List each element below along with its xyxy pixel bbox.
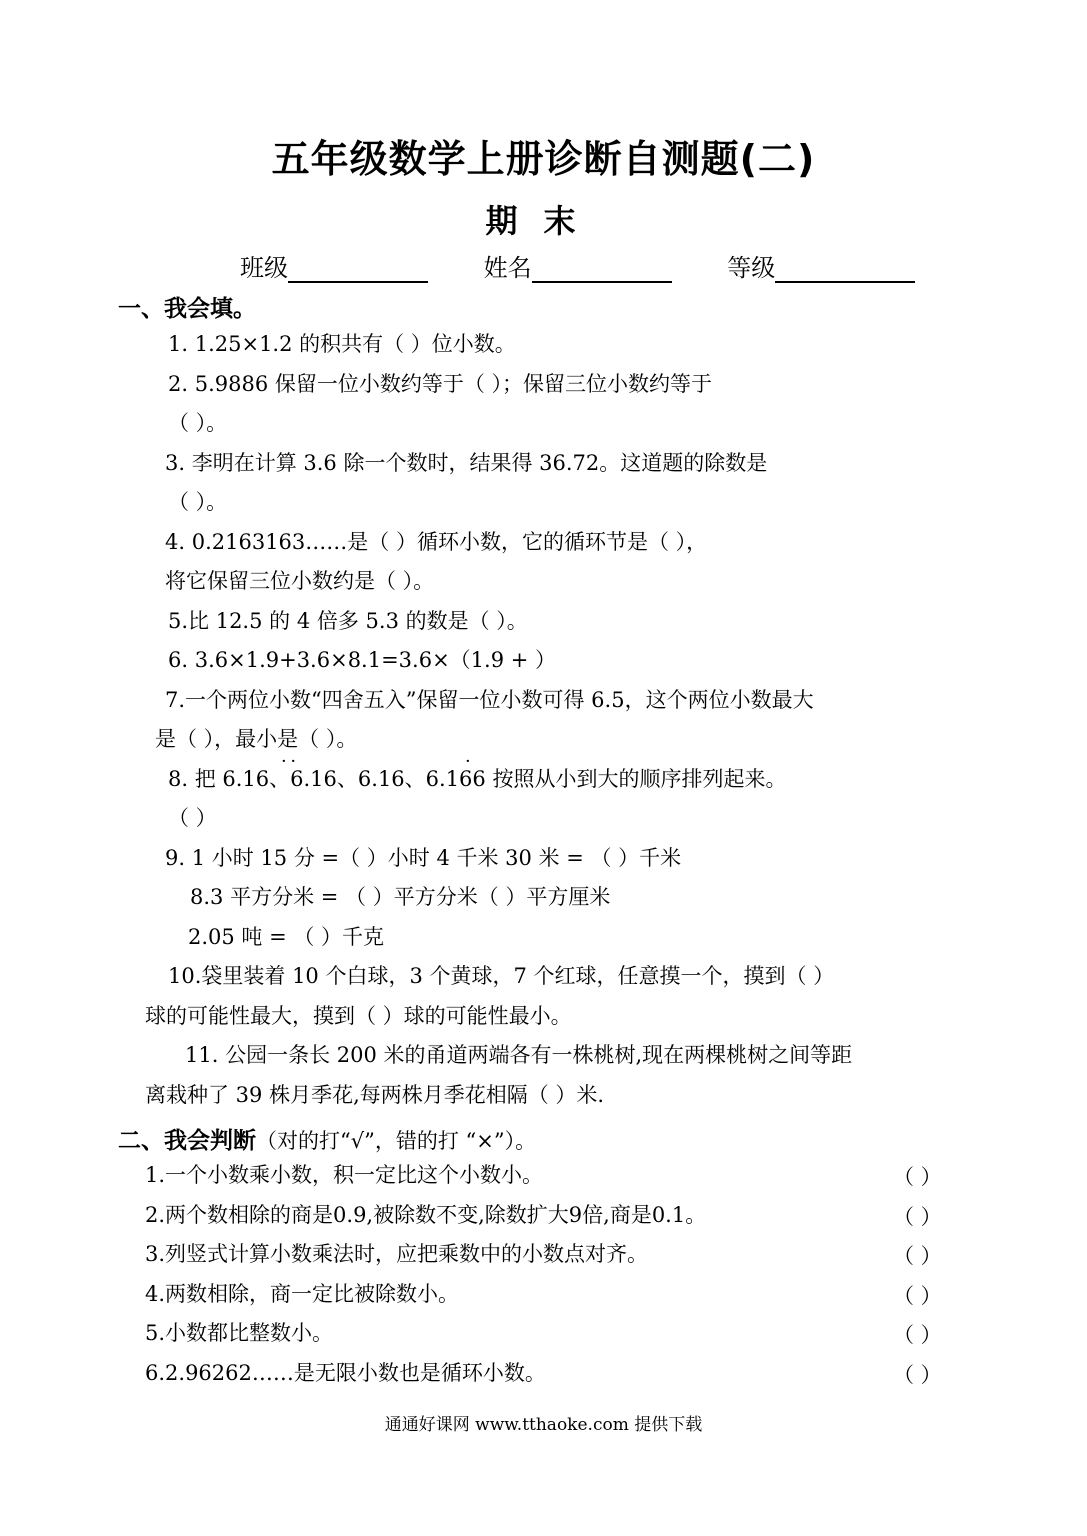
grade-field[interactable] — [727, 248, 915, 283]
fill-line-3: 3. 李明在计算 3.6 除一个数时，结果得 36.72。这道题的除数是 — [165, 451, 768, 475]
judge-answer-1[interactable]: （ ） — [893, 1165, 942, 1189]
grade-label: 等级 — [727, 254, 776, 282]
page-subtitle: 期末 — [485, 202, 602, 240]
footer-source: 通通好课网 www.tthaoke.com 提供下载 — [384, 1415, 703, 1435]
class-blank-line[interactable] — [288, 259, 428, 283]
repeating-dot-mark-2: · — [465, 751, 471, 772]
fill-line-7b: 是（ ），最小是（ ）。 — [155, 727, 358, 751]
judge-answer-4[interactable]: （ ） — [893, 1284, 942, 1308]
fill-line-9b: 8.3 平方分米 = （ ）平方分米（ ）平方厘米 — [190, 885, 611, 909]
fill-line-1: 1. 1.25×1.2 的积共有（ ）位小数。 — [168, 332, 516, 356]
name-label: 姓名 — [483, 254, 532, 282]
section-2-title: 二、我会判断 — [118, 1128, 256, 1154]
fill-line-9c: 2.05 吨 = （ ）千克 — [188, 925, 385, 949]
fill-line-8b: （ ） — [168, 806, 217, 830]
fill-line-9: 9. 1 小时 15 分 =（ ）小时 4 千米 30 米 = （ ）千米 — [165, 846, 682, 870]
judge-item-2: 2.两个数相除的商是0.9,被除数不变,除数扩大9倍,商是0.1。 — [145, 1203, 707, 1227]
fill-line-4: 4. 0.2163163……是（ ）循环小数，它的循环节是（ ）， — [165, 530, 708, 554]
fill-line-2b: （ ）。 — [168, 411, 228, 435]
judge-item-6: 6.2.96262……是无限小数也是循环小数。 — [145, 1361, 546, 1385]
fill-line-6: 6. 3.6×1.9+3.6×8.1=3.6×（1.9 + ） — [168, 648, 557, 672]
repeating-dot-marks-1: · · — [281, 751, 297, 772]
judge-answer-3[interactable]: （ ） — [893, 1244, 942, 1268]
name-blank-line[interactable] — [532, 259, 672, 283]
fill-line-3b: （ ）。 — [168, 490, 228, 514]
section-2-heading — [118, 1122, 536, 1155]
fill-line-10: 10.袋里装着 10 个白球，3 个黄球，7 个红球，任意摸一个，摸到（ ） — [168, 964, 835, 988]
fill-line-4b: 将它保留三位小数约是（ ）。 — [165, 569, 435, 593]
judge-item-1: 1.一个小数乘小数，积一定比这个小数小。 — [145, 1163, 544, 1187]
judge-item-4: 4.两数相除，商一定比被除数小。 — [145, 1282, 460, 1306]
fill-line-10b: 球的可能性最大，摸到（ ）球的可能性最小。 — [145, 1004, 572, 1028]
fill-line-7: 7.一个两位小数“四舍五入”保留一位小数可得 6.5，这个两位小数最大 — [165, 688, 814, 712]
fill-line-11b: 离栽种了 39 株月季花,每两株月季花相隔（ ）米. — [145, 1083, 605, 1107]
fill-line-2: 2. 5.9886 保留一位小数约等于（ ）；保留三位小数约等于 — [168, 372, 713, 396]
judge-answer-6[interactable]: （ ） — [893, 1363, 942, 1387]
section-1-heading: 一、我会填。 — [118, 296, 256, 322]
student-info-fields — [240, 248, 963, 283]
fill-line-11: 11. 公园一条长 200 米的甬道两端各有一株桃树,现在两棵桃树之间等距 — [185, 1043, 853, 1067]
grade-blank-line[interactable] — [775, 259, 915, 283]
judge-answer-2[interactable]: （ ） — [893, 1205, 942, 1229]
name-field[interactable] — [484, 248, 672, 283]
class-label: 班级 — [240, 254, 288, 282]
judge-item-5: 5.小数都比整数小。 — [145, 1321, 334, 1345]
class-field[interactable] — [240, 248, 428, 283]
fill-line-8: 8. 把 6.16、6.16、6.16、6.166 按照从小到大的顺序排列起来。 — [168, 767, 787, 791]
section-2-instruction: （对的打“√”，错的打 “×”）。 — [256, 1129, 537, 1153]
page-title: 五年级数学上册诊断自测题(二) — [271, 137, 816, 181]
judge-item-3: 3.列竖式计算小数乘法时，应把乘数中的小数点对齐。 — [145, 1242, 649, 1266]
judge-answer-5[interactable]: （ ） — [893, 1323, 942, 1347]
fill-line-5: 5.比 12.5 的 4 倍多 5.3 的数是（ ）。 — [168, 609, 528, 633]
